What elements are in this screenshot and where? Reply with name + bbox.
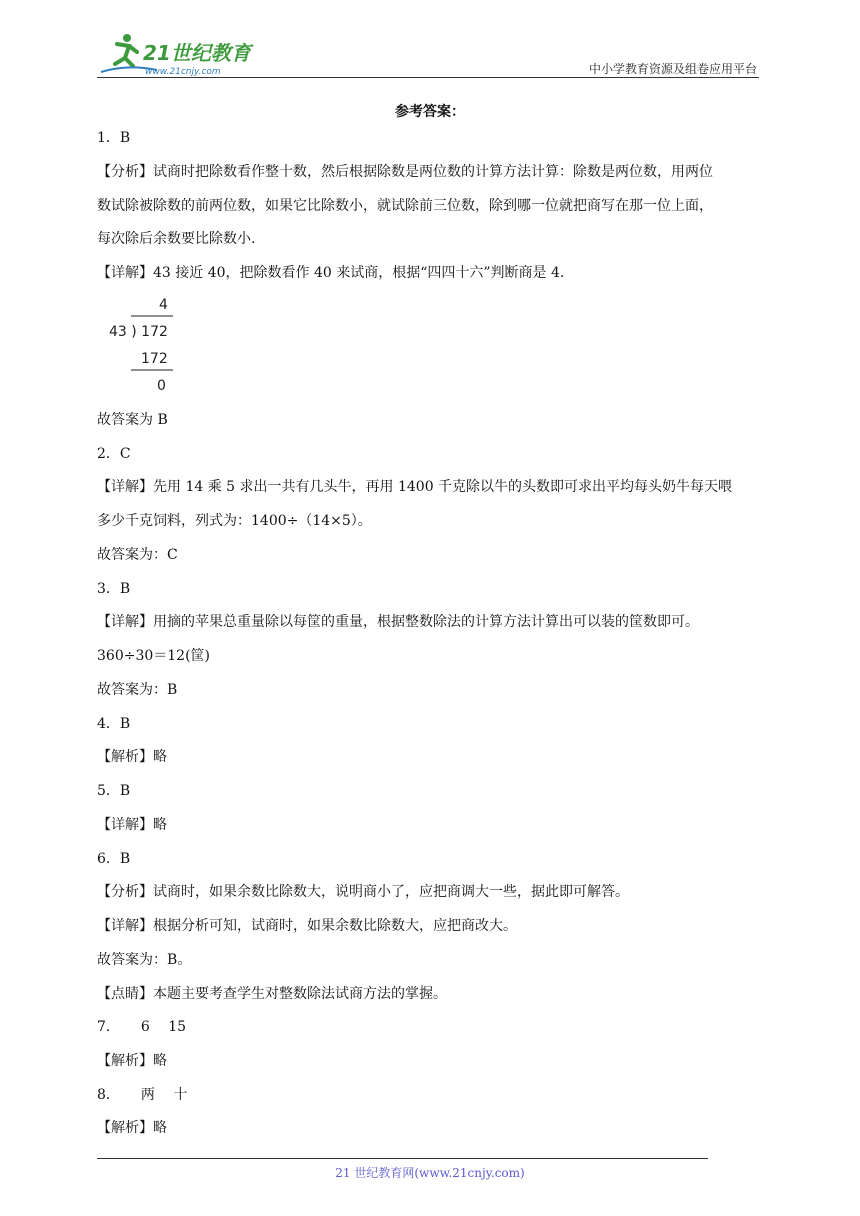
answer-line: 1．B	[97, 130, 131, 146]
long-division-figure	[107, 295, 187, 397]
answer-line: 每次除后余数要比除数小.	[97, 231, 256, 247]
page-header	[97, 30, 757, 78]
answer-line: 【详解】先用 14 乘 5 求出一共有几头牛，再用 1400 千克除以牛的头数即可求出平均每头奶牛每天喂	[97, 479, 733, 495]
answer-line: 3．B	[97, 581, 131, 597]
header-divider	[97, 77, 759, 78]
answer-line: 【详解】用摘的苹果总重量除以每筐的重量，根据整数除法的计算方法计算出可以装的筐数即可。	[97, 614, 699, 630]
answer-line: 故答案为：B	[97, 682, 178, 698]
platform-label: 中小学教育资源及组卷应用平台	[588, 62, 757, 76]
division-remainder: 0	[157, 378, 166, 394]
answer-line: 数试除被除数的前两位数，如果它比除数小，就试除前三位数，除到哪一位就把商写在那一位上面，	[97, 198, 713, 214]
division-quotient: 4	[159, 297, 168, 313]
answer-line: 6．B	[97, 851, 131, 867]
answer-line: 【详解】43 接近 40，把除数看作 40 来试商，根据“四四十六”判断商是 4.	[97, 265, 565, 281]
division-expression: 43 ) 172	[109, 324, 168, 340]
answer-line: 4．B	[97, 716, 131, 732]
answer-line: 2．C	[97, 446, 131, 462]
footer-divider	[97, 1158, 708, 1159]
answer-line: 【详解】略	[97, 817, 167, 833]
division-product: 172	[141, 351, 168, 367]
answer-line: 【分析】试商时把除数看作整十数，然后根据除数是两位数的计算方法计算：除数是两位数，用两位	[97, 164, 713, 180]
answer-line: 【解析】略	[97, 1053, 167, 1069]
answer-line: 【分析】试商时，如果余数比除数大，说明商小了，应把商调大一些，据此即可解答。	[97, 884, 629, 900]
answer-line: 故答案为 B	[97, 412, 168, 428]
answer-line: 【点睛】本题主要考查学生对整数除法试商方法的掌握。	[97, 986, 447, 1002]
footer-link[interactable]: 21 世纪教育网(www.21cnjy.com)	[335, 1166, 525, 1180]
answer-line: 8． 两 十	[97, 1087, 188, 1103]
answer-line: 7． 6 15	[97, 1019, 187, 1035]
answer-line: 【解析】略	[97, 749, 167, 765]
answer-line: 【解析】略	[97, 1120, 167, 1136]
answer-title: 参考答案：	[395, 104, 465, 120]
answer-line: 故答案为：B。	[97, 952, 192, 968]
svg-text:21世纪教育: 21世纪教育	[143, 41, 251, 65]
answer-line: 360÷30＝12(筐)	[97, 648, 211, 664]
answer-line: 5．B	[97, 783, 131, 799]
answer-line: 【详解】根据分析可知，试商时，如果余数比除数大，应把商改大。	[97, 918, 517, 934]
answer-line: 故答案为：C	[97, 547, 178, 563]
site-logo	[97, 30, 267, 78]
answer-line: 多少千克饲料，列式为：1400÷（14×5）。	[97, 513, 372, 529]
svg-text:www.21cnjy.com: www.21cnjy.com	[145, 67, 221, 77]
